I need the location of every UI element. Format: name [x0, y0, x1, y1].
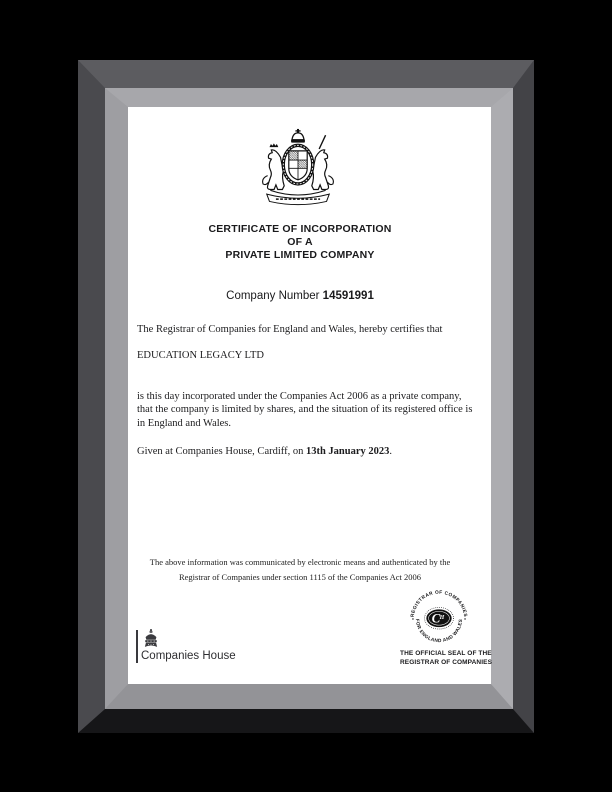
company-number-line: [128, 290, 472, 302]
title-line-2: OF A: [287, 236, 313, 248]
company-number-label: Company Number: [226, 290, 323, 302]
crown-icon: [142, 628, 160, 648]
company-number-value: 14591991: [322, 290, 374, 302]
companies-house-label: Companies House: [141, 650, 236, 662]
seal-monogram-c: C: [431, 611, 441, 626]
given-at-prefix: Given at Companies House, Cardiff, on: [137, 446, 306, 457]
seal-caption: [400, 650, 500, 667]
given-at-date: 13th January 2023: [305, 446, 390, 457]
certificate-title: [128, 223, 472, 262]
picture-frame: [78, 60, 534, 733]
seal-caption-line-2: REGISTRAR OF COMPANIES: [400, 658, 493, 666]
companies-house-logo: [136, 628, 246, 670]
logo-divider-bar: [136, 630, 138, 663]
certificate-paper: [128, 107, 491, 684]
picture-frame-inner-bevel: [105, 88, 513, 709]
seal-caption-line-1: THE OFFICIAL SEAL OF THE: [400, 650, 492, 657]
company-name: EDUCATION LEGACY LTD: [137, 350, 264, 361]
seal-arc-bottom-text: FOR ENGLAND AND WALES: [413, 618, 465, 645]
incorporation-paragraph: is this day incorporated under the Companies Act 2006 as a private company, that the company is limited by shares, and the situation of its registered office is in England and Wales.: [137, 391, 473, 429]
royal-coat-of-arms-icon: [252, 127, 344, 217]
seal-monogram-h: H: [439, 615, 445, 621]
authentication-footnote: [128, 555, 472, 585]
title-line-1: CERTIFICATE OF INCORPORATION: [208, 223, 392, 235]
given-at-line: [137, 446, 477, 457]
footnote-line-1: The above information was communicated by electronic means and authenticated by the: [149, 557, 451, 567]
registrar-certifies-line: The Registrar of Companies for England and Wales, hereby certifies that: [137, 324, 443, 335]
given-at-suffix: .: [389, 446, 393, 457]
seal-arc-top-text: REGISTRAR OF COMPANIES: [410, 590, 468, 618]
title-line-3: PRIVATE LIMITED COMPANY: [225, 249, 375, 261]
official-seal-icon: [407, 587, 471, 651]
footnote-line-2: Registrar of Companies under section 1115 of the Companies Act 2006: [178, 572, 422, 582]
